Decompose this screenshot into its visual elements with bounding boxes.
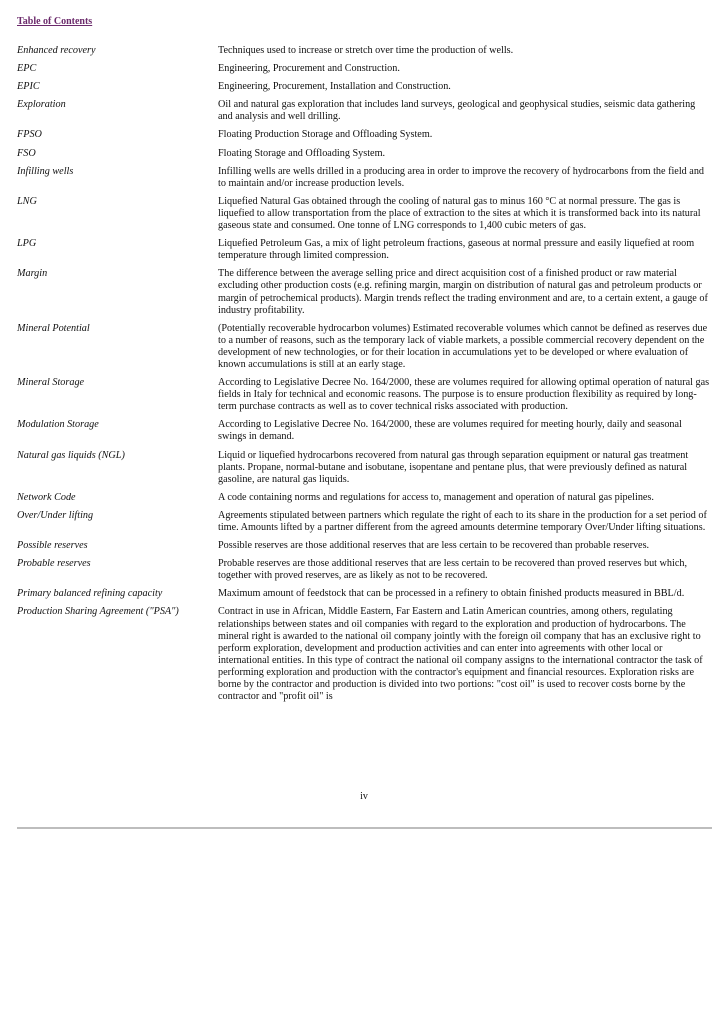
glossary-term: Network Code — [17, 491, 76, 503]
glossary-entry — [17, 510, 712, 534]
glossary-definition: Techniques used to increase or stretch over time the production of wells. — [218, 45, 514, 56]
glossary-entry — [17, 606, 712, 703]
page-divider — [17, 827, 712, 829]
glossary-entry — [17, 419, 712, 443]
glossary-definition: Oil and natural gas exploration that includes land surveys, geological and geophysical studies, seismic data gathering and analysis and well drilling. — [218, 99, 696, 123]
glossary-term: Probable reserves — [17, 558, 91, 570]
glossary-term: EPC — [17, 63, 37, 75]
glossary-term: Primary balanced refining capacity — [17, 588, 163, 600]
glossary-term: EPIC — [17, 81, 40, 93]
glossary-definition: Liquefied Petroleum Gas, a mix of light petroleum fractions, gaseous at normal pressure and easily liquefied at room temperature through limited compression. — [218, 238, 695, 262]
glossary-entry — [17, 166, 712, 190]
glossary-term: Over/Under lifting — [17, 509, 94, 521]
glossary-entry — [17, 377, 712, 413]
glossary-entry — [17, 268, 712, 316]
glossary-entry — [17, 450, 712, 486]
glossary-term: Enhanced recovery — [17, 45, 96, 56]
glossary-definition: According to Legislative Decree No. 164/2000, these are volumes required for allowing optimal operation of natural gas fields in Italy for technical and economic reasons. The purpose is to ensure production flexibility as required by long-term purchase contracts as well as to cover technical risks associated with production. — [218, 377, 710, 413]
glossary-definition: According to Legislative Decree No. 164/2000, these are volumes required for meeting hourly, daily and seasonal swings in demand. — [218, 419, 682, 443]
glossary-term: LPG — [17, 238, 37, 250]
glossary-term: Natural gas liquids (NGL) — [17, 449, 125, 461]
glossary-definition: Infilling wells are wells drilled in a producing area in order to improve the recovery of hydrocarbons from the field and to maintain and/or increase production levels. — [218, 165, 705, 189]
glossary-definition: (Potentially recoverable hydrocarbon volumes) Estimated recoverable volumes which cannot be defined as reserves due to a number of reasons, such as the temporary lack of viable markets, a possible commercial recovery dependent on the development of new technologies, or for their location in accumulations yet to be developed or where evaluation of known accumulations is still at an early stage. — [218, 322, 708, 370]
glossary-entry — [17, 196, 712, 232]
glossary-entry — [17, 238, 712, 262]
glossary-term: Mineral Potential — [17, 322, 90, 334]
glossary-term: LNG — [17, 195, 37, 207]
glossary-entry — [17, 129, 712, 141]
glossary-entry — [17, 45, 712, 57]
glossary-entry — [17, 558, 712, 582]
glossary-entry — [17, 99, 712, 123]
glossary-definition: Floating Storage and Offloading System. — [218, 147, 386, 159]
glossary-entry — [17, 323, 712, 371]
glossary-term: Margin — [17, 268, 48, 280]
glossary-definition: Engineering, Procurement and Construction. — [218, 63, 400, 75]
glossary-term: Production Sharing Agreement ("PSA") — [17, 606, 179, 618]
table-of-contents-link[interactable]: Table of Contents — [17, 16, 93, 27]
glossary-definition: Engineering, Procurement, Installation and Construction. — [218, 81, 451, 93]
glossary-definition: Agreements stipulated between partners which regulate the right of each to its share in the production for a set period of time. Amounts lifted by a partner different from the agreed amounts determine temporary Over/Under lifting situations. — [218, 509, 707, 533]
glossary-definition: Liquefied Natural Gas obtained through the cooling of natural gas to minus 160 °C at normal pressure. The gas is liquefied to allow transportation from the place of extraction to the sites at which it is transformed back into its natural gaseous state and consumed. One tonne of LNG corresponds to 1,400 cubic meters of gas. — [218, 195, 701, 232]
glossary-entry — [17, 588, 712, 600]
glossary-definition: Probable reserves are those additional reserves that are less certain to be recovered than proved reserves but which, together with proved reserves, are as likely as not to be recovered. — [218, 558, 687, 582]
glossary-term: Infilling wells — [17, 165, 74, 177]
glossary-entry — [17, 540, 712, 552]
glossary-term: Possible reserves — [17, 540, 88, 552]
glossary-definition: The difference between the average selling price and direct acquisition cost of a finished product or raw material excluding other production costs (e.g. refining margin, margin on distribution of natural gas and petroleum products or margin of petrochemical products). Margin trends reflect the trading environment and are, to a certain extent, a gauge of industry profitability. — [218, 268, 708, 316]
glossary-definition: Contract in use in African, Middle Eastern, Far Eastern and Latin American countries, among others, regulating relationships between states and oil companies with regard to the exploration and production of hydrocarbons. The mineral right is awarded to the national oil company jointly with the foreign oil company that has an exclusive right to perform exploration, development and production activities and can enter into agreements with other local or international entities. In this type of contract the national oil company assigns to the international contractor the task of performing exploration and production with the contractor's equipment and financial resources. Exploration risks are borne by the contractor and production is divided into two portions: "cost oil" is used to recover costs borne by the contractor and "profit oil" is — [218, 606, 703, 703]
glossary-term: FSO — [17, 147, 36, 159]
page-number: iv — [360, 791, 368, 802]
glossary-definition: A code containing norms and regulations for access to, management and operation of natural gas pipelines. — [218, 491, 654, 503]
glossary-list — [17, 45, 712, 709]
glossary-definition: Liquid or liquefied hydrocarbons recovered from natural gas through separation equipment or natural gas treatment plants. Propane, normal-butane and isobutane, isopentane and pentane plus, that were previously defined as natural gasoline, are natural gas liquids. — [218, 449, 689, 485]
glossary-entry — [17, 492, 712, 504]
glossary-entry — [17, 148, 712, 160]
glossary-term: Exploration — [17, 99, 66, 111]
glossary-definition: Possible reserves are those additional reserves that are less certain to be recovered than probable reserves. — [218, 540, 650, 552]
glossary-term: FPSO — [17, 129, 42, 141]
glossary-term: Modulation Storage — [17, 419, 99, 431]
glossary-term: Mineral Storage — [17, 377, 85, 389]
glossary-entry — [17, 81, 712, 93]
glossary-definition: Floating Production Storage and Offloading System. — [218, 129, 433, 141]
glossary-definition: Maximum amount of feedstock that can be processed in a refinery to obtain finished products measured in BBL/d. — [218, 588, 685, 600]
glossary-entry — [17, 63, 712, 75]
